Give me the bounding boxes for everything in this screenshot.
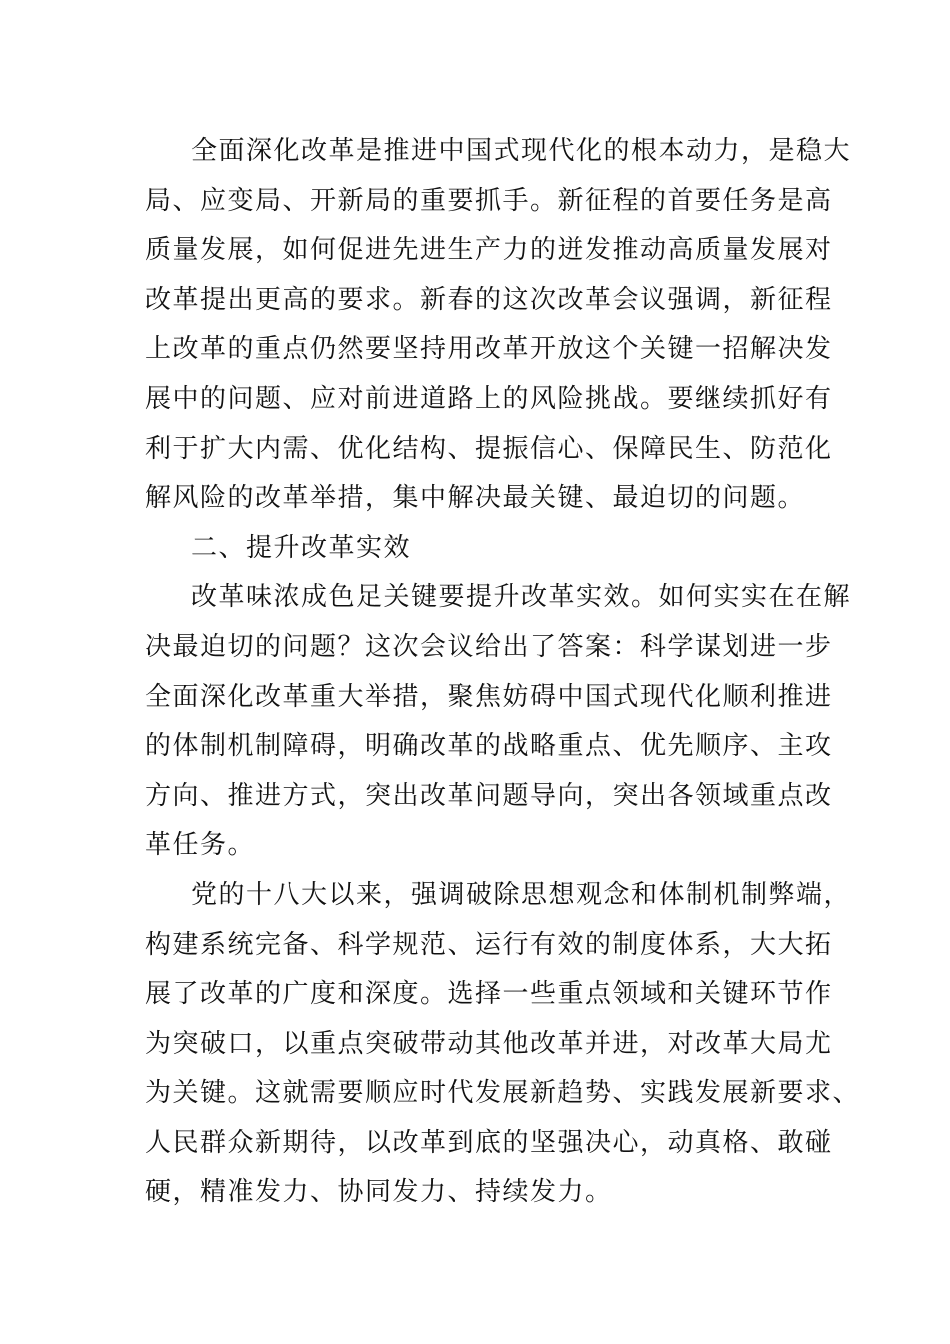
text-line: 展了改革的广度和深度。选择一些重点领域和关键环节作 [145,979,833,1010]
text-line: 全面深化改革重大举措，聚焦妨碍中国式现代化顺利推进 [145,681,833,712]
document-body [145,127,861,1218]
section-heading-two [145,524,805,574]
paragraph-reform-effectiveness [145,573,852,871]
text-line: 硬，精准发力、协同发力、持续发力。 [145,1177,613,1208]
text-line: 的体制机制障碍，明确改革的战略重点、优先顺序、主攻 [145,731,833,762]
text-line: 构建系统完备、科学规范、运行有效的制度体系，大大拓 [145,929,833,960]
text-line: 利于扩大内需、优化结构、提振信心、保障民生、防范化 [145,433,833,464]
text-line: 解风险的改革举措，集中解决最关键、最迫切的问题。 [145,483,806,514]
text-line: 革任务。 [145,830,256,861]
text-line: 为关键。这就需要顺应时代发展新趋势、实践发展新要求、 [145,1078,861,1109]
text-line: 党的十八大以来，强调破除思想观念和体制机制弊端， [191,879,852,910]
text-line: 全面深化改革是推进中国式现代化的根本动力，是稳大 [191,136,852,166]
paragraph-reform-driving-force [145,127,852,524]
section-heading: 二、提升改革实效 [191,532,412,563]
text-line: 局、应变局、开新局的重要抓手。新征程的首要任务是高 [145,185,833,216]
text-line: 方向、推进方式，突出改革问题导向，突出各领域重点改 [145,780,833,811]
text-line: 质量发展，如何促进先进生产力的迸发推动高质量发展对 [145,235,833,266]
text-line: 上改革的重点仍然要坚持用改革开放这个关键一招解决发 [145,334,833,365]
paragraph-since-18th-congress [145,871,861,1218]
text-line: 为突破口，以重点突破带动其他改革并进，对改革大局尤 [145,1028,833,1059]
text-line: 人民群众新期待，以改革到底的坚强决心，动真格、敢碰 [145,1127,833,1158]
text-line: 展中的问题、应对前进道路上的风险挑战。要继续抓好有 [145,383,833,414]
text-line: 改革味浓成色足关键要提升改革实效。如何实实在在解 [191,582,852,613]
text-line: 决最迫切的问题？这次会议给出了答案：科学谋划进一步 [145,631,833,662]
text-line: 改革提出更高的要求。新春的这次改革会议强调，新征程 [145,284,833,315]
